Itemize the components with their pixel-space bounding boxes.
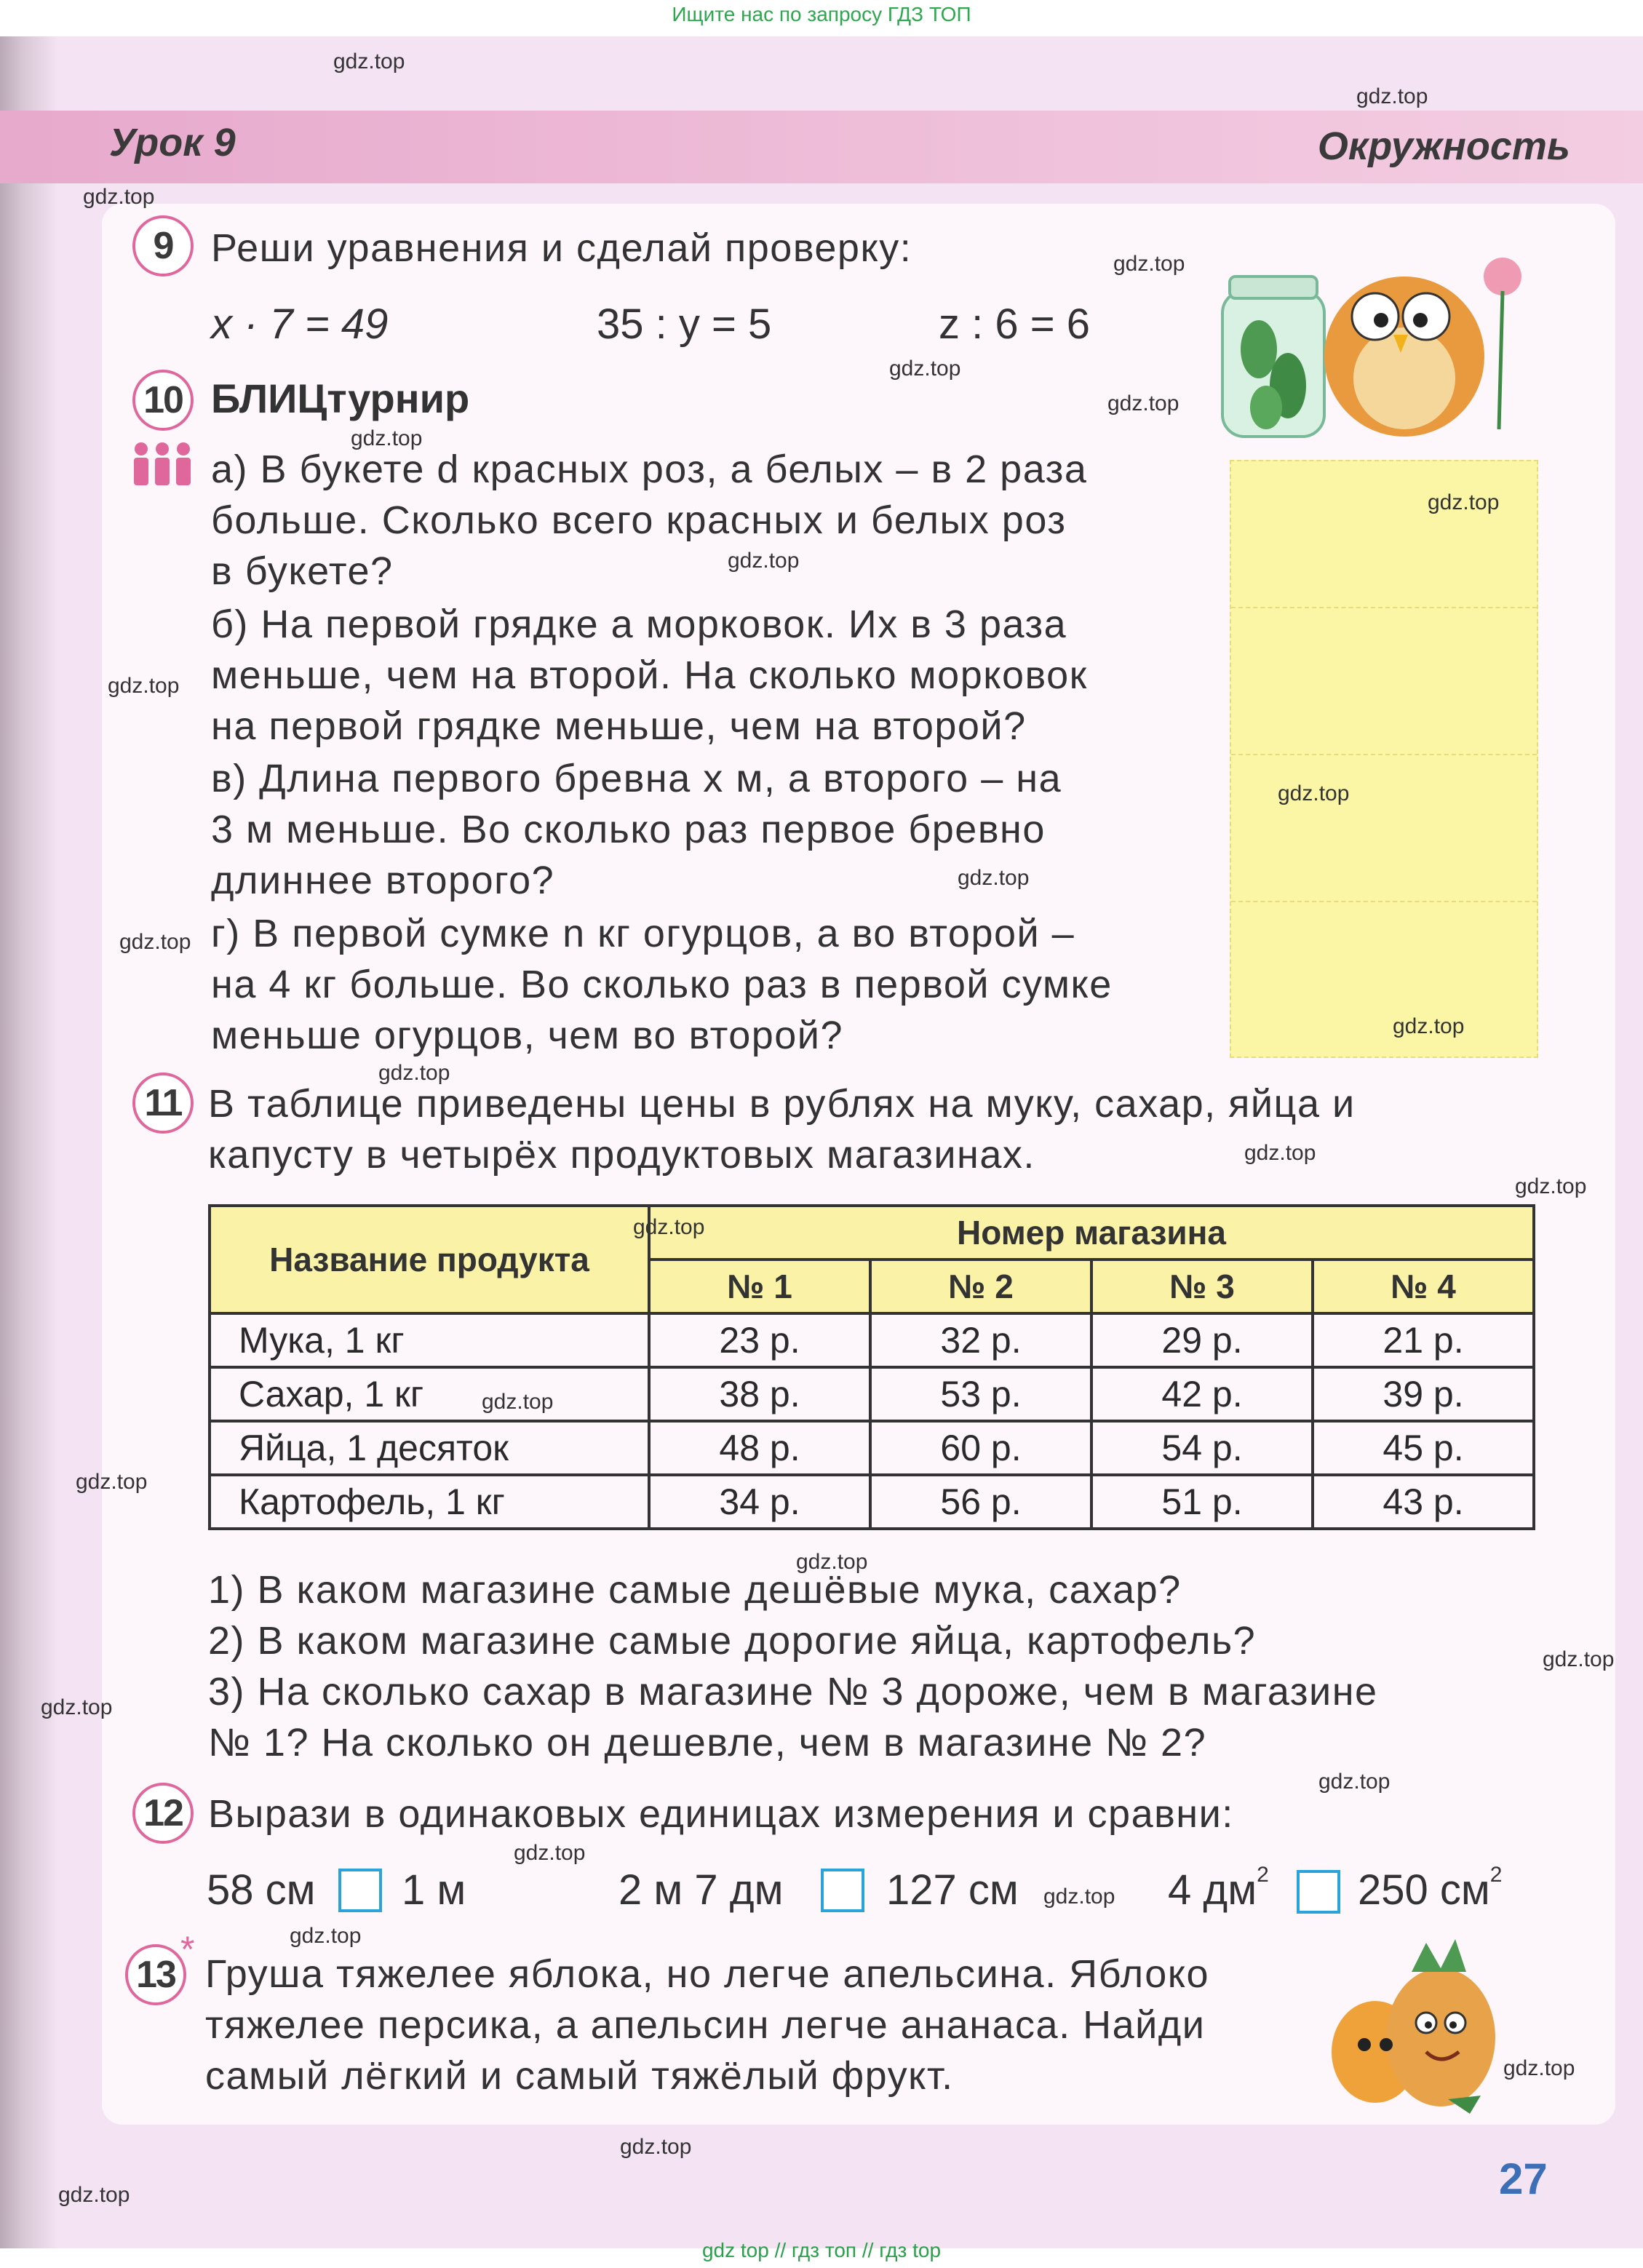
task10g-line2: на 4 кг больше. Во сколько раз в первой сумке [211, 963, 1113, 1006]
equation-2: 35 : y = 5 [597, 301, 772, 348]
task10g-line3: меньше огурцов, чем во второй? [211, 1014, 844, 1057]
product-name: Яйца, 1 десяток [210, 1421, 649, 1475]
price-cell: 51 р. [1091, 1475, 1313, 1529]
price-cell: 38 р. [649, 1367, 870, 1421]
equation-3: z : 6 = 6 [939, 301, 1090, 348]
watermark: gdz.top [1113, 252, 1185, 276]
watermark: gdz.top [76, 1470, 148, 1494]
price-cell: 43 р. [1313, 1475, 1534, 1529]
task11-question-1: 1) В каком магазине самые дешёвые мука, сахар? [208, 1568, 1182, 1612]
task11-question-3b: № 1? На сколько он дешевле, чем в магазине № 2? [208, 1721, 1207, 1764]
table-row [210, 1313, 1534, 1367]
task11-question-3a: 3) На сколько сахар в магазине № 3 дороже, чем в магазине [208, 1670, 1378, 1714]
price-cell: 42 р. [1091, 1367, 1313, 1421]
compare3-answer-box[interactable] [1297, 1870, 1340, 1914]
lesson-label: Урок 9 [109, 121, 236, 164]
watermark: gdz.top [290, 1924, 362, 1948]
price-cell: 60 р. [870, 1421, 1091, 1475]
price-cell: 48 р. [649, 1421, 870, 1475]
page-number: 27 [1499, 2154, 1548, 2203]
price-cell: 34 р. [649, 1475, 870, 1529]
watermark: gdz.top [1428, 490, 1500, 514]
header-store-1: № 1 [649, 1260, 870, 1313]
compare2-right: 127 см [886, 1866, 1019, 1914]
footer-links[interactable]: gdz top // гдз топ // гдз top [701, 2239, 942, 2261]
task11-line2: капусту в четырёх продуктовых магазинах. [208, 1133, 1035, 1177]
price-cell: 23 р. [649, 1313, 870, 1367]
watermark: gdz.top [1318, 1770, 1391, 1794]
compare2-answer-box[interactable] [821, 1869, 864, 1912]
watermark: gdz.top [333, 49, 405, 73]
header-store-3: № 3 [1091, 1260, 1313, 1313]
watermark: gdz.top [514, 1841, 586, 1865]
book-spine [0, 36, 58, 2248]
watermark: gdz.top [1515, 1174, 1587, 1198]
watermark: gdz.top [83, 185, 155, 209]
watermark: gdz.top [958, 866, 1030, 890]
watermark: gdz.top [889, 357, 961, 381]
task-number-11: 11 [132, 1073, 194, 1134]
price-cell: 32 р. [870, 1313, 1091, 1367]
task-number-12: 12 [132, 1783, 194, 1844]
task10v-line2: 3 м меньше. Во сколько раз первое бревно [211, 808, 1046, 851]
table-row [210, 1367, 1534, 1421]
table-row [210, 1475, 1534, 1529]
task10v-line1: в) Длина первого бревна x м, а второго – на [211, 757, 1062, 800]
difficulty-star-icon: * [180, 1929, 195, 1970]
task10g-line1: г) В первой сумке n кг огурцов, а во второй – [211, 912, 1075, 955]
task-number-13: 13 [125, 1944, 186, 2005]
task12-text: Вырази в одинаковых единицах измерения и сравни: [208, 1792, 1234, 1836]
answer-notes-box [1230, 460, 1538, 1058]
watermark: gdz.top [1107, 391, 1179, 415]
task11-line1: В таблице приведены цены в рублях на муку, сахар, яйца и [208, 1082, 1356, 1126]
watermark: gdz.top [1356, 84, 1428, 108]
price-cell: 56 р. [870, 1475, 1091, 1529]
price-cell: 45 р. [1313, 1421, 1534, 1475]
watermark: gdz.top [1503, 2056, 1575, 2080]
task10v-line3: длиннее второго? [211, 859, 555, 902]
product-name: Картофель, 1 кг [210, 1475, 649, 1529]
watermark: gdz.top [41, 1695, 113, 1719]
fruits-illustration [1324, 1935, 1513, 2117]
square-exponent: 2 [1489, 1863, 1503, 1887]
task10b-line1: б) На первой грядке a морковок. Их в 3 раза [211, 602, 1067, 646]
watermark: gdz.top [620, 2135, 692, 2159]
watermark: gdz.top [119, 930, 191, 954]
task13-line3: самый лёгкий и самый тяжёлый фрукт. [205, 2054, 954, 2098]
watermark: gdz.top [378, 1061, 450, 1085]
watermark: gdz.top [1543, 1647, 1615, 1671]
price-table [208, 1204, 1535, 1530]
watermark: gdz.top [796, 1550, 868, 1574]
top-banner-link[interactable]: Ищите нас по запросу ГДЗ ТОП [672, 3, 971, 25]
watermark: gdz.top [108, 674, 180, 698]
task10b-line2: меньше, чем на второй. На сколько морковок [211, 653, 1088, 697]
watermark: gdz.top [1278, 781, 1350, 805]
product-name: Мука, 1 кг [210, 1313, 649, 1367]
task13-line2: тяжелее персика, а апельсин легче ананаса. Найди [205, 2003, 1206, 2047]
compare1-right: 1 м [402, 1866, 466, 1914]
watermark: gdz.top [728, 549, 800, 573]
price-cell: 54 р. [1091, 1421, 1313, 1475]
task10b-line3: на первой грядке меньше, чем на второй? [211, 704, 1027, 748]
square-exponent: 2 [1257, 1863, 1269, 1887]
task10a-line1: а) В букете d красных роз, а белых – в 2 раза [211, 447, 1088, 491]
watermark: gdz.top [482, 1390, 554, 1414]
compare1-answer-box[interactable] [338, 1869, 382, 1912]
topic-title: Окружность [1317, 124, 1570, 168]
price-cell: 21 р. [1313, 1313, 1534, 1367]
equation-1: x · 7 = 49 [211, 301, 389, 348]
watermark: gdz.top [58, 2183, 130, 2207]
group-work-icon [131, 440, 194, 487]
owl-with-jar-illustration [1208, 247, 1535, 444]
compare3-left [1168, 1863, 1269, 1914]
product-name: Сахар, 1 кг [210, 1367, 649, 1421]
compare3-left-value: 4 дм [1168, 1866, 1257, 1914]
header-product: Название продукта [210, 1206, 649, 1313]
task13-line1: Груша тяжелее яблока, но легче апельсина. Яблоко [205, 1952, 1209, 1996]
task9-text: Реши уравнения и сделай проверку: [211, 226, 912, 270]
task10a-line3: в букете? [211, 549, 394, 593]
price-cell: 39 р. [1313, 1367, 1534, 1421]
compare3-right [1358, 1863, 1503, 1914]
task10-title: БЛИЦтурнир [211, 375, 470, 421]
task11-question-2: 2) В каком магазине самые дорогие яйца, картофель? [208, 1619, 1257, 1663]
compare3-right-value: 250 см [1358, 1866, 1490, 1914]
price-cell: 29 р. [1091, 1313, 1313, 1367]
task-number-10: 10 [132, 370, 194, 431]
task10a-line2: больше. Сколько всего красных и белых роз [211, 498, 1067, 542]
watermark: gdz.top [1043, 1885, 1115, 1909]
watermark: gdz.top [351, 426, 423, 450]
header-store-4: № 4 [1313, 1260, 1534, 1313]
price-cell: 53 р. [870, 1367, 1091, 1421]
compare2-left: 2 м 7 дм [618, 1866, 784, 1914]
header-store-number: Номер магазина [649, 1206, 1534, 1260]
table-row [210, 1421, 1534, 1475]
compare1-left: 58 см [207, 1866, 316, 1914]
header-store-2: № 2 [870, 1260, 1091, 1313]
watermark: gdz.top [1393, 1014, 1465, 1038]
task-number-9: 9 [132, 215, 194, 276]
watermark: gdz.top [633, 1215, 705, 1239]
watermark: gdz.top [1244, 1141, 1316, 1165]
